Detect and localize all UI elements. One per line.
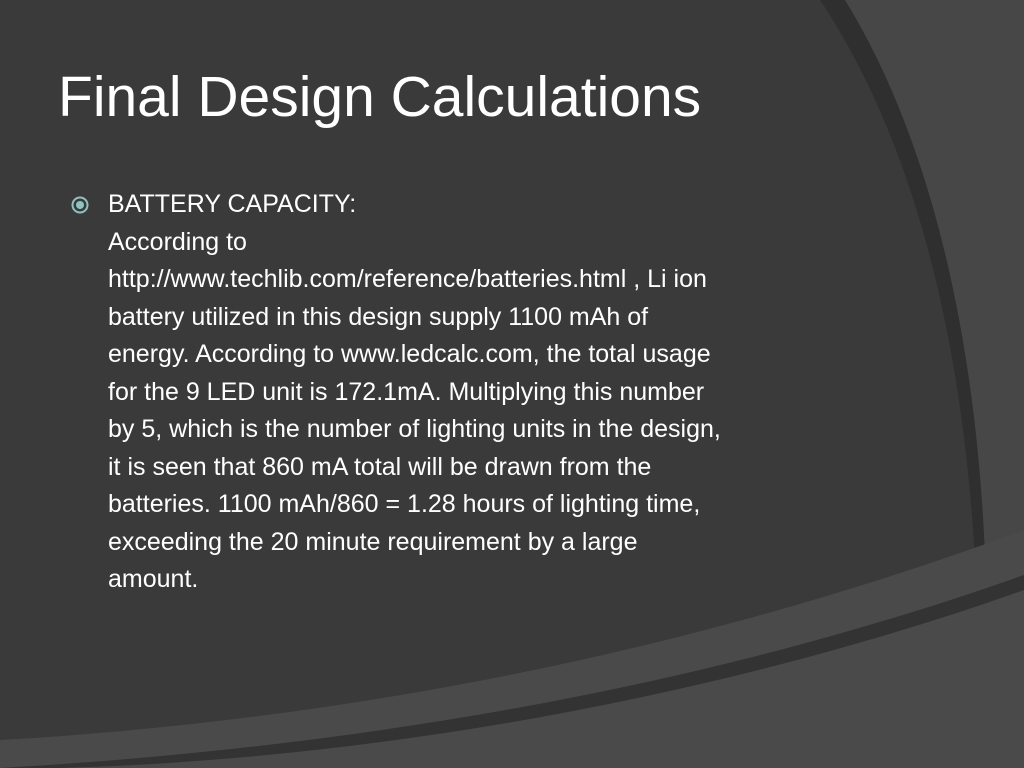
bullet-line: energy. According to www.ledcalc.com, the total usage bbox=[108, 340, 711, 368]
bullet-line: http://www.techlib.com/reference/batteries.html , Li ion bbox=[108, 265, 707, 293]
bullet-line: it is seen that 860 mA total will be drawn from the bbox=[108, 452, 652, 481]
slide-title: Final Design Calculations bbox=[58, 65, 702, 129]
bullet-line: by 5, which is the number of lighting units in the design, bbox=[108, 415, 721, 443]
bullet-line: battery utilized in this design supply 1100 mAh of bbox=[108, 302, 649, 331]
bullet-list bbox=[70, 186, 870, 599]
bullet-heading: BATTERY CAPACITY: bbox=[108, 190, 357, 218]
ring-bullet-icon bbox=[70, 186, 108, 224]
bullet-line: exceeding the 20 minute requirement by a large bbox=[108, 527, 638, 556]
bullet-line: batteries. 1100 mAh/860 = 1.28 hours of lighting time, bbox=[108, 490, 701, 518]
bullet-text bbox=[108, 186, 870, 599]
bullet-line: amount. bbox=[108, 565, 199, 593]
ring-bullet-svg bbox=[70, 195, 90, 215]
bullet-line: According to bbox=[108, 227, 247, 256]
bullet-item-battery-capacity bbox=[70, 186, 870, 599]
bullet-line: for the 9 LED unit is 172.1mA. Multiplying this number bbox=[108, 377, 705, 406]
